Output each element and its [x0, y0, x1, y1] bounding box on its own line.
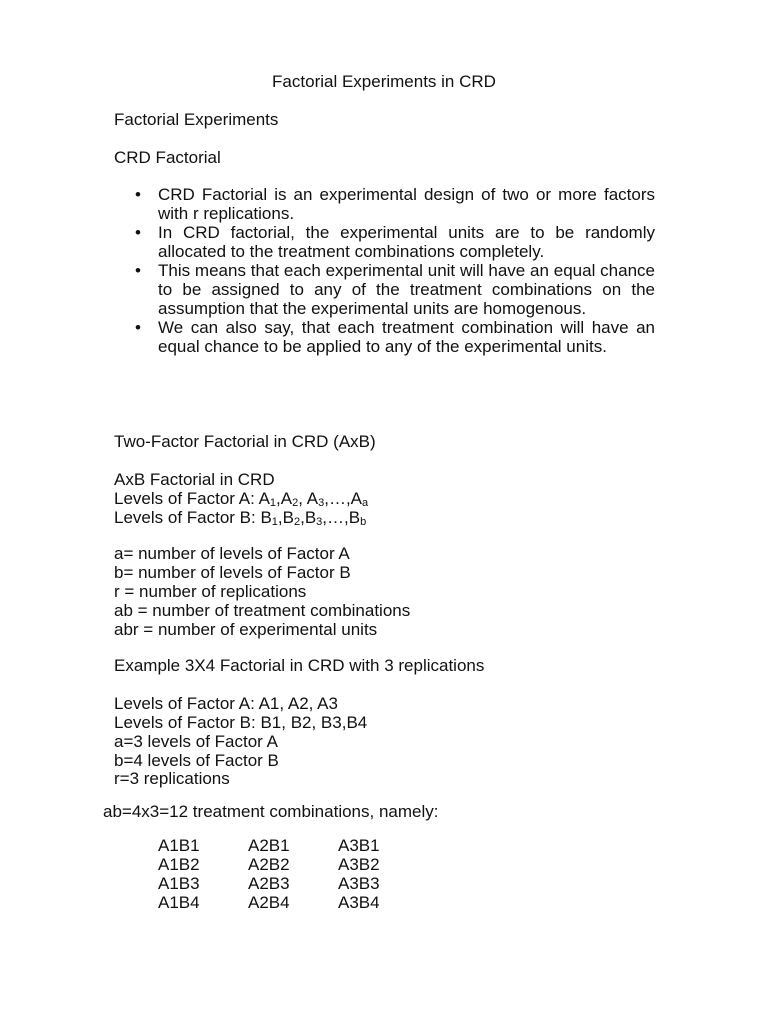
bullet-item: • We can also say, that each treatment combination will have an equal chance to be applied to any of the experimental units.: [135, 318, 655, 356]
definition-line: r = number of replications: [114, 582, 307, 601]
bullet-item: • This means that each experimental unit will have an equal chance to be assigned to any of the treatment combinations on the assumption that the experimental units are homogenous.: [135, 261, 655, 318]
example-line: Levels of Factor A: A1, A2, A3: [114, 694, 338, 713]
axb-heading: AxB Factorial in CRD: [114, 470, 275, 489]
section-heading-crd-factorial: CRD Factorial: [114, 148, 221, 167]
levels-factor-a-line: Levels of Factor A: $A_1,A_2$, $A_3,\dots,A_a$: [114, 489, 369, 509]
table-cell: A1B4: [158, 893, 200, 912]
bullet-item: • In CRD factorial, the experimental units are to be randomly allocated to the treatment combinations completely.: [135, 223, 655, 261]
example-line: b=4 levels of Factor B: [114, 751, 279, 770]
table-cell: A1B3: [158, 874, 200, 893]
definition-line: b= number of levels of Factor B: [114, 563, 351, 582]
example-line: Levels of Factor B: B1, B2, B3,B4: [114, 713, 368, 732]
example-line: a=3 levels of Factor A: [114, 732, 278, 751]
table-row: [158, 836, 428, 855]
bullet-item: • CRD Factorial is an experimental design of two or more factors with r replications.: [135, 185, 655, 223]
bullet-list: [135, 185, 655, 356]
table-cell: A3B2: [338, 855, 380, 874]
table-cell: A3B1: [338, 836, 380, 855]
bullet-dot-icon: •: [135, 185, 141, 204]
definition-line: ab = number of treatment combinations: [114, 601, 411, 620]
treatment-combinations-table: [158, 836, 428, 912]
table-cell: A2B4: [248, 893, 290, 912]
bullet-dot-icon: •: [135, 318, 141, 337]
definition-line: abr = number of experimental units: [114, 620, 378, 639]
combinations-intro: ab=4x3=12 treatment combinations, namely:: [103, 802, 439, 821]
example-heading: Example 3X4 Factorial in CRD with 3 replications: [114, 656, 485, 675]
table-row: [158, 855, 428, 874]
example-line: r=3 replications: [114, 769, 230, 788]
bullet-dot-icon: •: [135, 223, 141, 242]
table-cell: A2B2: [248, 855, 290, 874]
table-cell: A1B1: [158, 836, 200, 855]
section-heading-two-factor: Two-Factor Factorial in CRD (AxB): [114, 432, 376, 451]
definition-line: a= number of levels of Factor A: [114, 544, 350, 563]
table-cell: A3B3: [338, 874, 380, 893]
levels-factor-b-line: Levels of Factor B: $B_1,B_2,B_3,\dots,B_b$: [114, 508, 367, 528]
table-cell: A2B3: [248, 874, 290, 893]
document-title: Factorial Experiments in CRD: [272, 72, 496, 91]
bullet-dot-icon: •: [135, 261, 141, 280]
table-cell: A2B1: [248, 836, 290, 855]
table-row: [158, 874, 428, 893]
table-row: [158, 893, 428, 912]
table-cell: A1B2: [158, 855, 200, 874]
section-heading-factorial-experiments: Factorial Experiments: [114, 110, 279, 129]
table-cell: A3B4: [338, 893, 380, 912]
